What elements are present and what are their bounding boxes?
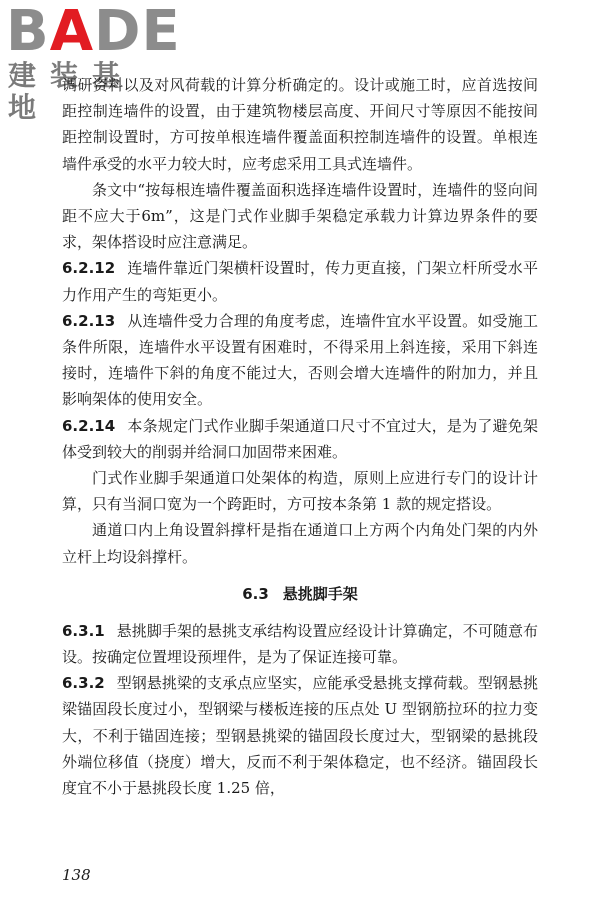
logo-letter-b: B — [6, 0, 50, 64]
clause-text: 悬挑脚手架的悬挑支承结构设置应经设计计算确定，不可随意布设。按确定位置埋设预埋件，是为了保证连接可靠。 — [62, 621, 538, 667]
paragraph-text: 通道口内上角设置斜撑杆是指在通道口上方两个内角处门架的内外立杆上均设斜撑杆。 — [62, 521, 538, 566]
paragraph-text: 条文中“按每根连墙件覆盖面积选择连墙件设置时，连墙件的竖向间距不应大于6m”，这是门式作业脚手架稳定承载力计算边界条件的要求，架体搭设时应注意满足。 — [62, 180, 538, 252]
section-heading — [62, 584, 538, 604]
clause-text: 型钢悬挑梁的支承点应坚实，应能承受悬挑支撑荷载。型钢悬挑梁锚固段长度过小，型钢梁与楼板连接的压点处 U 型钢筋拉环的拉力变大，不利于锚固连接；型钢悬挑梁的锚固段长度过大，型钢梁的悬挑段外端位移值（挠度）增大，反而不利于架体稳定，也不经济。锚固段长度宜不小于悬挑段长度 1.25 倍， — [62, 674, 538, 798]
section-title: 悬挑脚手架 — [282, 584, 358, 603]
section-number: 6.3 — [242, 584, 269, 603]
clause-6-2-13 — [62, 308, 538, 413]
clause-6-2-14 — [62, 413, 538, 465]
paragraph-text: 门式作业脚手架通道口处架体的构造，原则上应进行专门的设计计算，只有当洞口宽为一个跨距时，方可按本条第 1 款的规定搭设。 — [62, 469, 538, 514]
clause-6-3-1 — [62, 618, 538, 670]
logo-subtitle: 建装基地 — [8, 59, 135, 124]
clause-number: 6.2.12 — [62, 259, 116, 278]
paragraph-note — [62, 517, 538, 569]
clause-number: 6.2.14 — [62, 416, 116, 435]
clause-number: 6.3.1 — [62, 621, 105, 640]
clause-6-2-12 — [62, 255, 538, 307]
clause-number: 6.3.2 — [62, 674, 105, 693]
page-number: 138 — [62, 866, 91, 884]
paragraph-note — [62, 177, 538, 256]
clause-number: 6.2.13 — [62, 311, 116, 330]
paragraph-text: 调研资料以及对风荷载的计算分析确定的。设计或施工时，应首选按间距控制连墙件的设置，由于建筑物楼层高度、开间尺寸等原因不能按间距控制设置时，方可按单根连墙件覆盖面积控制连墙件的设置。单根连墙件承受的水平力较大时，应考虑采用工具式连墙件。 — [62, 76, 538, 173]
clause-text: 本条规定门式作业脚手架通道口尺寸不宜过大，是为了避免架体受到较大的削弱并给洞口加固带来困难。 — [62, 416, 538, 461]
clause-text: 连墙件靠近门架横杆设置时，传力更直接，门架立杆所受水平力作用产生的弯矩更小。 — [62, 259, 538, 304]
paragraph-continuation — [62, 72, 538, 177]
logo-letter-a-accent: A — [49, 0, 95, 64]
logo-letters-de: DE — [94, 0, 181, 64]
page-body — [62, 72, 538, 801]
logo-wordmark — [6, 2, 181, 62]
clause-6-3-2 — [62, 670, 538, 801]
paragraph-note — [62, 465, 538, 517]
clause-text: 从连墙件受力合理的角度考虑，连墙件宜水平设置。如受施工条件所限，连墙件水平设置有困难时，不得采用上斜连接，采用下斜连接时，连墙件下斜的角度不能过大，否则会增大连墙件的附加力，并且影响架体的使用安全。 — [62, 311, 538, 409]
